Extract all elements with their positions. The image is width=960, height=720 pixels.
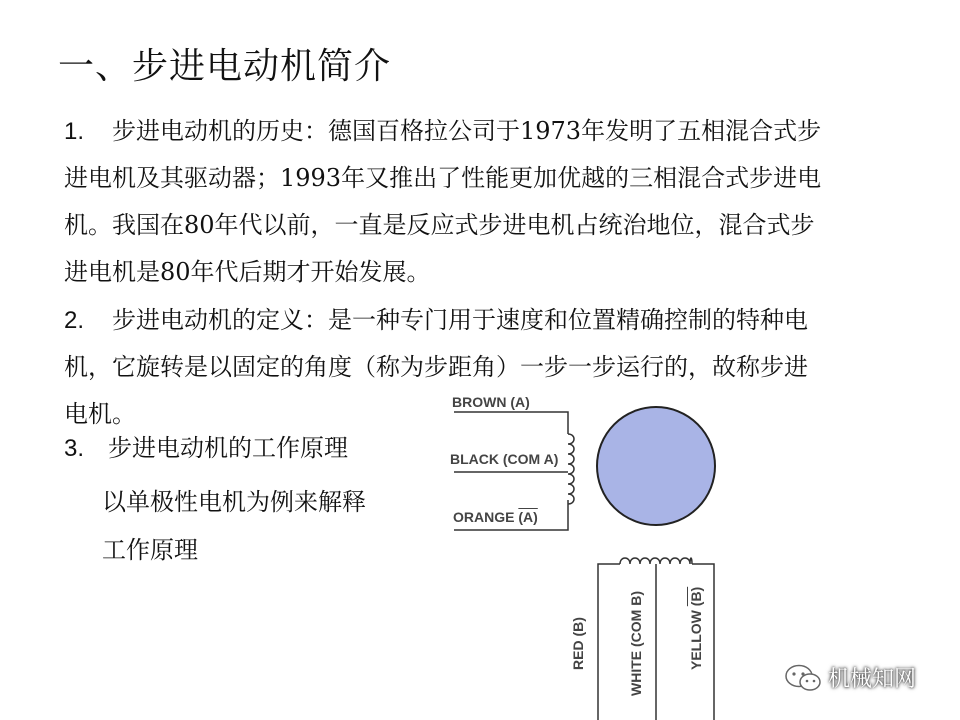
- item-number: 3.: [64, 435, 85, 462]
- principle-subline: 以单极性电机为例来解释: [102, 488, 366, 516]
- wire-label-black: BLACK (COM A): [450, 451, 559, 467]
- item-text: 是一种专门用于速度和位置精确控制的特种电机，它旋转是以固定的角度（称为步距角）一步一步运行的，故称步进电机。: [64, 306, 808, 428]
- coil-b-winding: [620, 558, 692, 564]
- wire-label-yellow: YELLOW (B): [688, 586, 704, 670]
- item-lead: 步进电动机的定义：: [112, 306, 328, 334]
- unipolar-motor-diagram: [420, 378, 760, 720]
- wire-label-orange: ORANGE (A): [453, 509, 538, 525]
- slide-title: 一、步进电动机简介: [58, 46, 392, 87]
- item-lead: 步进电动机的历史：: [112, 117, 328, 145]
- motor-wiring-svg: [420, 378, 760, 720]
- rotor-circle: [597, 407, 715, 525]
- watermark: [784, 662, 916, 693]
- history-item: [64, 108, 824, 296]
- watermark-text: 机械知网: [828, 667, 917, 692]
- wire-label-red: RED (B): [570, 617, 586, 670]
- item-lead: 步进电动机的工作原理: [108, 434, 348, 462]
- coil-a-winding: [568, 434, 574, 504]
- wire-label-brown: BROWN (A): [452, 394, 530, 410]
- wechat-icon: [784, 663, 822, 693]
- item-number: 2.: [64, 307, 85, 334]
- principle-subline: 工作原理: [102, 536, 198, 564]
- wire-label-white: WHITE (COM B): [628, 591, 644, 696]
- item-text: 德国百格拉公司于1973年发明了五相混合式步进电机及其驱动器；1993年又推出了性能更加优越的三相混合式步进电机。我国在80年代以前，一直是反应式步进电机占统治地位，混合式步进电机是80年代后期才开始发展。: [64, 117, 822, 286]
- item-number: 1.: [64, 118, 85, 145]
